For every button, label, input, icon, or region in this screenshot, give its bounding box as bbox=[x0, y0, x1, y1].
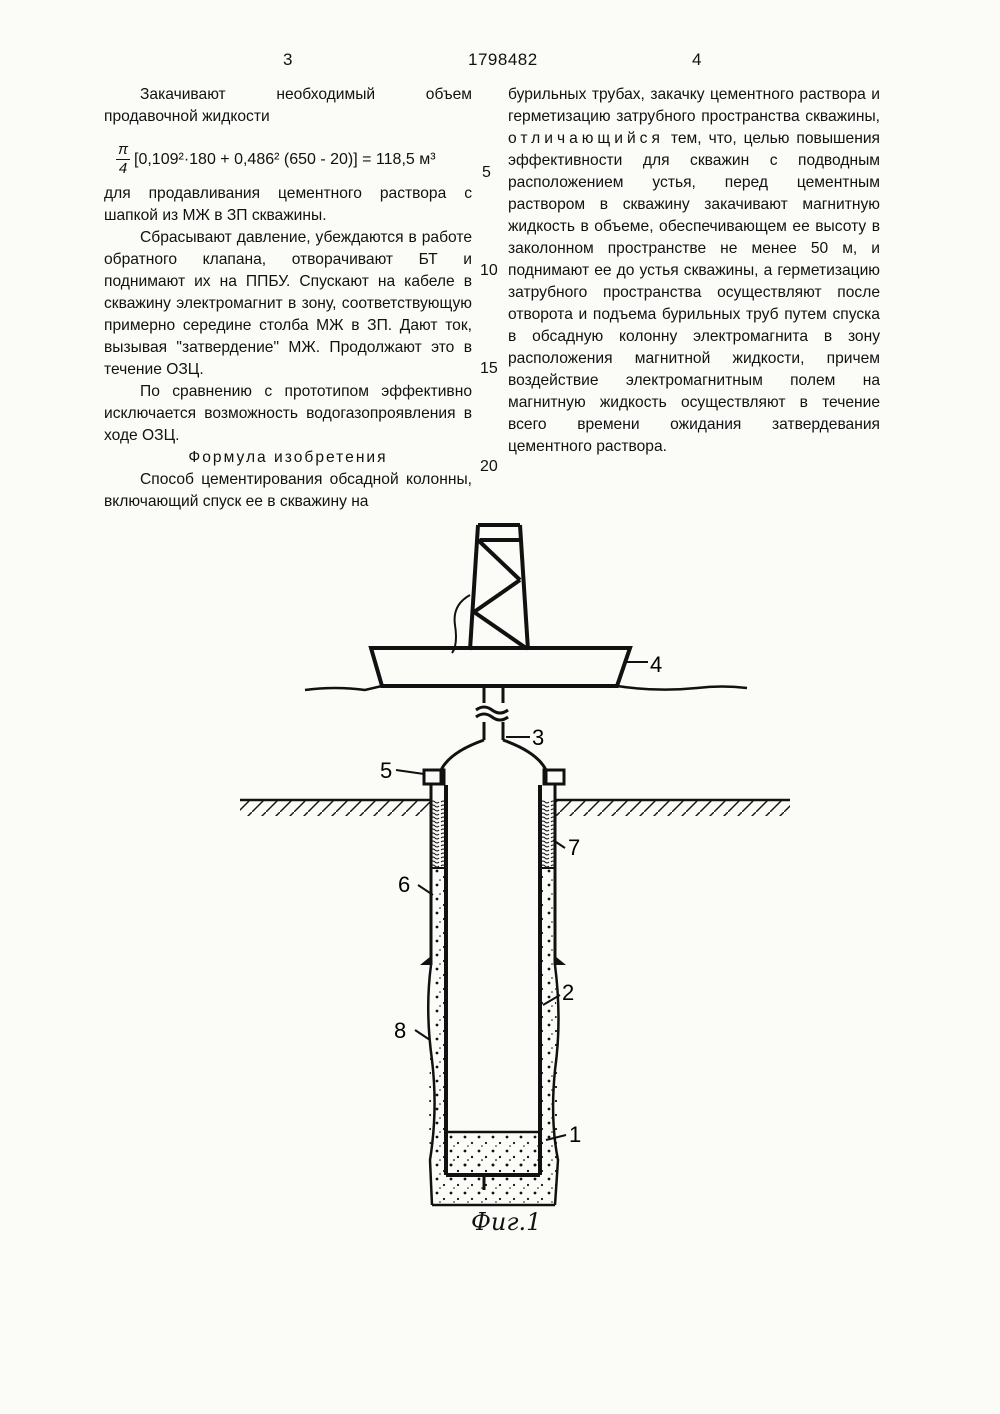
wellhead bbox=[441, 740, 546, 785]
cable bbox=[452, 595, 470, 653]
paragraph: По сравнению с прототипом эффективно исключается возможность водогазопроявления в ходе ОЗЦ. bbox=[104, 383, 472, 444]
leader-8 bbox=[415, 1030, 430, 1040]
conductor-shoe-right bbox=[555, 956, 566, 965]
line-number: 5 bbox=[482, 164, 491, 181]
label-6: 6 bbox=[398, 872, 411, 897]
right-column bbox=[508, 84, 880, 458]
fraction-denominator: 4 bbox=[118, 160, 128, 177]
magnetic-fluid-left bbox=[431, 800, 445, 868]
page-number-left: 3 bbox=[283, 50, 293, 69]
label-2: 2 bbox=[562, 980, 575, 1005]
derrick bbox=[470, 525, 528, 650]
left-column bbox=[104, 84, 472, 513]
magnetic-fluid-right bbox=[541, 800, 555, 868]
section-heading: Формула изобретения bbox=[188, 449, 388, 466]
label-8: 8 bbox=[394, 1018, 407, 1043]
page-number-right: 4 bbox=[692, 50, 702, 69]
line-number: 15 bbox=[480, 360, 498, 377]
claim-keyword: отличающийся bbox=[508, 130, 664, 147]
formula bbox=[116, 142, 472, 177]
flange-leader bbox=[396, 770, 424, 774]
seabed bbox=[240, 800, 790, 816]
drill-pipe bbox=[476, 688, 508, 740]
patent-number: 1798482 bbox=[468, 50, 538, 69]
formula-expression: [0,109²·180 + 0,486² (650 - 20)] = 118,5 м³ bbox=[134, 150, 436, 168]
figure-caption: Фиг.1 bbox=[471, 1208, 542, 1236]
drilling-platform bbox=[371, 648, 630, 686]
claim-text-end: тем, что, целью повышения эффективности для скважин с подводным расположением устья, перед цементным раствором в скважину закачивают магнитную жидкость в объеме, обеспечивающем ее высоту в заколонном пространстве не менее 50 м, и поднимают ее до устья скважины, а герметизацию затрубного пространства осуществляют после отворота и подъема бурильных труб путем спуска в обсадную колонну электромагнита в зону расположения магнитной жидкости, причем воздействие электромагнитным полем на магнитную жидкость осуществляют в течение всего времени ожидания затвердевания цементного раствора. bbox=[508, 130, 880, 455]
label-1: 1 bbox=[569, 1122, 582, 1147]
label-5: 5 bbox=[380, 758, 393, 783]
paragraph: Закачивают необходимый объем продавочной жидкости bbox=[104, 86, 472, 125]
paragraph: Способ цементирования обсадной колонны, включающий спуск ее в скважину на bbox=[104, 471, 472, 510]
claim-text-start: бурильных трубах, закачку цементного раствора и герметизацию затрубного пространства скважины, bbox=[508, 86, 880, 125]
line-number: 20 bbox=[480, 458, 498, 475]
cement-in-casing bbox=[448, 1132, 538, 1174]
paragraph: Сбрасывают давление, убеждаются в работе обратного клапана, отворачивают БТ и поднимают их на ППБУ. Спускают на кабеле в скважину электромагнит в зону, соответствующую примерно середине столба МЖ в ЗП. Дают ток, вызывая "затвердение" МЖ. Продолжают это в течение ОЗЦ. bbox=[104, 229, 472, 378]
label-3: 3 bbox=[532, 725, 545, 750]
line-number: 10 bbox=[480, 262, 498, 279]
conductor-shoe-left bbox=[420, 956, 431, 965]
fraction bbox=[116, 142, 130, 177]
paragraph bbox=[508, 84, 880, 458]
well-diagram bbox=[230, 520, 790, 1210]
paragraph: для продавливания цементного раствора с шапкой из МЖ в ЗП скважины. bbox=[104, 185, 472, 224]
fraction-numerator: π bbox=[117, 141, 129, 158]
label-7: 7 bbox=[568, 835, 581, 860]
label-4: 4 bbox=[650, 652, 663, 677]
